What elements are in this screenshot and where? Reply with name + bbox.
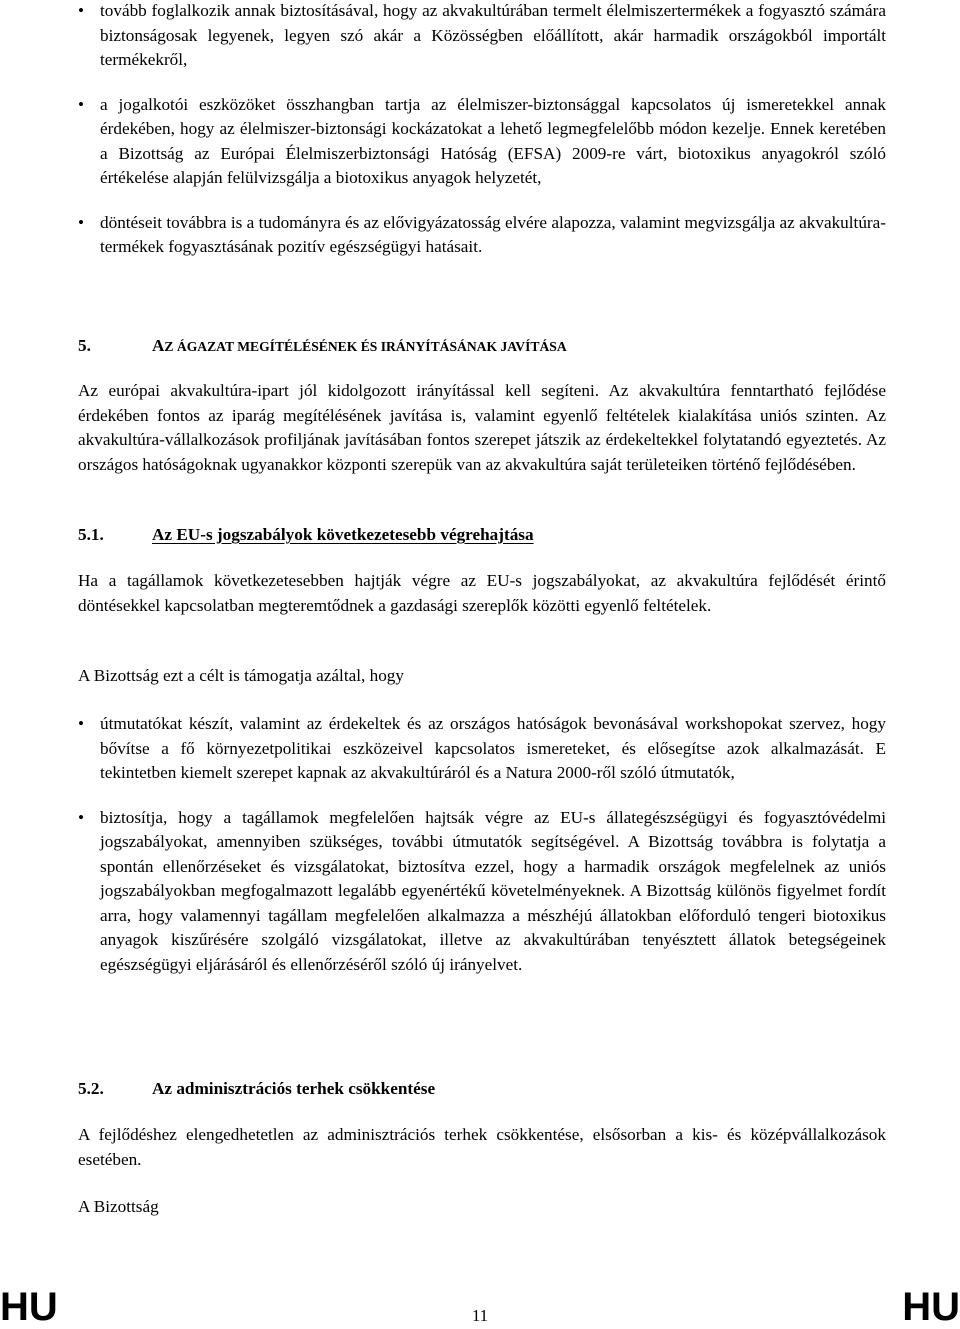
section-title: Az EU-s jogszabályok következetesebb végrehajtása: [152, 525, 534, 544]
section-5-2-trailing: A Bizottság: [78, 1197, 159, 1216]
list-item: [78, 93, 886, 191]
section-number: 5.1.: [78, 525, 104, 544]
section-5-2-heading: [78, 1077, 886, 1102]
section-5-2-paragraph: A fejlődéshez elengedhetetlen az adminisztrációs terhek csökkentése, elsősorban a kis- és középvállalkozások esetében.: [78, 1125, 886, 1169]
bullet-icon: •: [78, 1, 85, 20]
bullet-icon: •: [78, 212, 85, 232]
list-item-text: döntéseit továbbra is a tudományra és az elővigyázatosság elvére alapozza, valamint megvizsgálja az akvakultúra-termékek fogyasztásának pozitív egészségügyi hatásait.: [100, 212, 886, 256]
footer-language-right: HU: [902, 1285, 960, 1329]
bullet-icon: •: [78, 94, 85, 114]
list-item-text: a jogalkotói eszközöket összhangban tartja az élelmiszer-biztonsággal kapcsolatos új ismeretekkel annak érdekében, hogy az élelmiszer-biztonsági kockázatokat a lehető legmegfelelőbb módon kezelje. Ennek keretében a Bizottság az Európai Élelmiszerbiztonsági Hatóság (EFSA) 2009-re várt, biotoxikus anyagokról szóló értékelése alapján felülvizsgálja a biotoxikus anyagok helyzetét,: [100, 94, 886, 187]
section-5-1-heading: [78, 523, 886, 548]
list-item-text: biztosítja, hogy a tagállamok megfelelően hajtsák végre az EU-s állategészségügyi és fogyasztóvédelmi jogszabályokat, amennyiben szükséges, további útmutatók segítségével. A Bizottság továbbra is folytatja a spontán ellenőrzéseket és vizsgálatokat, biztosítva ezzel, hogy a harmadik országok megfelelnek az uniós jogszabályokban megfogalmazott legalább egyenértékű követelményeknek. A Bizottság különös figyelmet fordít arra, hogy valamennyi tagállam megfelelően alkalmazza a mészhéjú állatokban előforduló tengeri biotoxikus anyagok kiszűrésére szolgáló vizsgálatokat, illetve az akvakultúrában tenyésztett állatok betegségeinek egészségügyi eljárásáról és ellenőrzéséről szóló új irányelvet.: [100, 807, 886, 974]
section-number: 5.: [78, 336, 91, 355]
section-5-1-intro: A Bizottság ezt a célt is támogatja azáltal, hogy: [78, 666, 404, 685]
list-item: [78, 712, 886, 786]
section-title: Az adminisztrációs terhek csökkentése: [152, 1079, 436, 1098]
section-5-1-paragraph: Ha a tagállamok következetesebben hajtják végre az EU-s jogszabályokat, az akvakultúra fejlődését érintő döntésekkel kapcsolatban megteremtődnek a gazdasági szereplők közötti egyenlő feltételek.: [78, 571, 886, 615]
bullet-list-top: [78, 0, 886, 260]
section-title: AZ ÁGAZAT MEGÍTÉLÉSÉNEK ÉS IRÁNYÍTÁSÁNAK JAVÍTÁSA: [152, 336, 567, 355]
list-item-text: útmutatókat készít, valamint az érdekeltek és az országos hatóságok bevonásával workshopokat szervez, hogy bővítse a fő környezetpolitikai eszközeivel kapcsolatos ismereteket, és elősegítse azok alkalmazását. E tekintetben kiemelt szerepet kapnak az akvakultúráról és a Natura 2000-ről szóló útmutatók,: [100, 714, 886, 782]
section-number: 5.2.: [78, 1079, 104, 1098]
section-5-paragraph: Az európai akvakultúra-ipart jól kidolgozott irányítással kell segíteni. Az akvakultúra fenntartható fejlődése érdekében fontos az iparág megítélésének javítása is, valamint egyenlő feltételek kialakítása uniós szinten. Az akvakultúra-vállalkozások profiljának javításában fontos szerepet játszik az érdekeltekkel folytatandó egyeztetés. Az országos hatóságoknak ugyanakkor központi szerepük van az akvakultúra saját területeiken történő fejlődésében.: [78, 381, 886, 474]
list-item: [78, 211, 886, 260]
list-item: [78, 0, 886, 73]
bullet-list-5-1: [78, 712, 886, 977]
footer-language-left: HU: [0, 1285, 58, 1329]
list-item: [78, 806, 886, 978]
bullet-icon: •: [78, 807, 85, 827]
bullet-icon: •: [78, 714, 85, 733]
section-5-heading: [78, 334, 886, 360]
list-item-text: tovább foglalkozik annak biztosításával, hogy az akvakultúrában termelt élelmiszertermékek a fogyasztó számára biztonságosak legyenek, legyen szó akár a Közösségben előállított, akár harmadik országokból importált termékekről,: [100, 1, 886, 69]
page-number: 11: [471, 1306, 489, 1325]
